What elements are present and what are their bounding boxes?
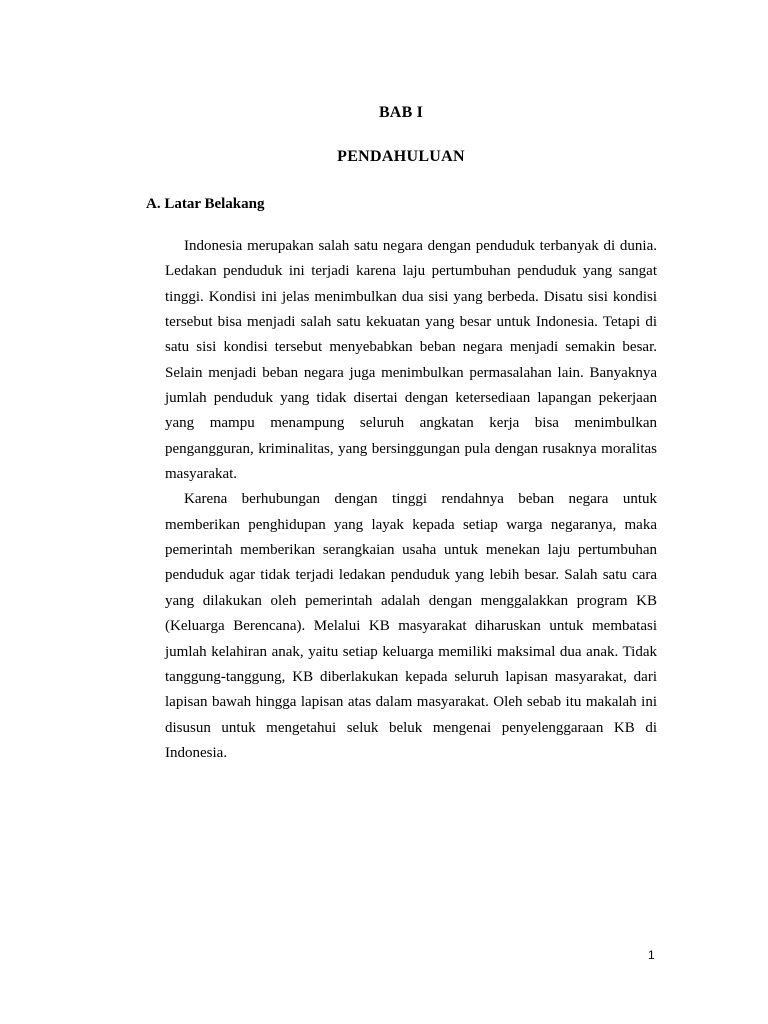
- page-number: 1: [648, 948, 655, 962]
- body-text: [165, 234, 657, 766]
- chapter-title: PENDAHULUAN: [337, 148, 465, 165]
- chapter-number: BAB I: [378, 104, 424, 121]
- section-heading: A. Latar Belakang: [146, 196, 265, 212]
- paragraph: Karena berhubungan dengan tinggi rendahnya beban negara untuk memberikan penghidupan yang layak kepada setiap warga negaranya, maka pemerintah memberikan serangkaian usaha untuk menekan laju pertumbuhan penduduk agar tidak terjadi ledakan penduduk yang lebih besar. Salah satu cara yang dilakukan oleh pemerintah adalah dengan menggalakkan program KB (Keluarga Berencana). Melalui KB masyarakat diharuskan untuk membatasi jumlah kelahiran anak, yaitu setiap keluarga memiliki maksimal dua anak. Tidak tanggung-tanggung, KB diberlakukan kepada seluruh lapisan masyarakat, dari lapisan bawah hingga lapisan atas dalam masyarakat. Oleh sebab itu makalah ini disusun untuk mengetahui seluk beluk mengenai penyelenggaraan KB di Indonesia.: [165, 491, 657, 761]
- paragraph: Indonesia merupakan salah satu negara dengan penduduk terbanyak di dunia. Ledakan penduduk ini terjadi karena laju pertumbuhan penduduk yang sangat tinggi. Kondisi ini jelas menimbulkan dua sisi yang berbeda. Disatu sisi kondisi tersebut bisa menjadi salah satu kekuatan yang besar untuk Indonesia. Tetapi di satu sisi kondisi tersebut menyebabkan beban negara menjadi semakin besar. Selain menjadi beban negara juga menimbulkan permasalahan lain. Banyaknya jumlah penduduk yang tidak disertai dengan ketersediaan lapangan pekerjaan yang mampu menampung seluruh angkatan kerja bisa menimbulkan pengangguran, kriminalitas, yang bersinggungan pula dengan rusaknya moralitas masyarakat.: [165, 238, 657, 483]
